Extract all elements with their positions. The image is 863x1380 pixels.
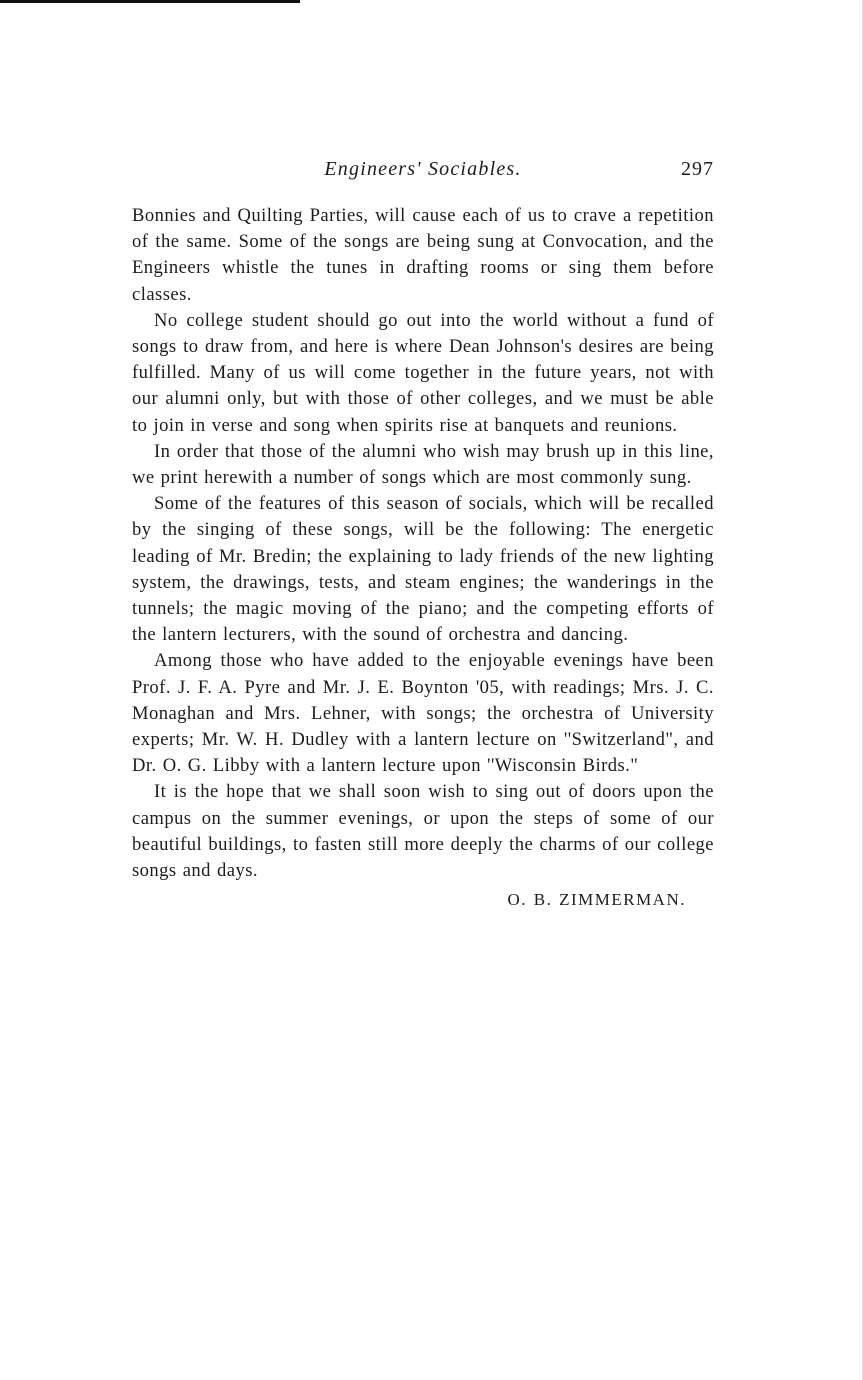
paragraph-6: It is the hope that we shall soon wish to sing out of doors upon the campus on the summer evenings, or upon the steps of some of our beautiful buildings, to fasten still more deeply the charms of our college songs and days.: [132, 781, 714, 882]
paragraph-1: Bonnies and Quilting Parties, will cause each of us to crave a repetition of the same. Some of the songs are being sung at Convocation, and the Engineers whistle the tunes in drafting rooms or sing them before classes.: [132, 205, 714, 305]
page-number: 297: [681, 158, 714, 180]
article-body: [132, 203, 714, 915]
author-signature: O. B. ZIMMERMAN.: [507, 890, 686, 910]
running-title: Engineers' Sociables.: [324, 158, 522, 180]
scan-edge-rule: [0, 0, 300, 3]
paragraph-4: Some of the features of this season of socials, which will be recalled by the singing of these songs, will be the following: The energetic leading of Mr. Bredin; the explaining to lady friends of the new lighting system, the drawings, tests, and steam engines; the wanderings in the tunnels; the magic moving of the piano; and the competing efforts of the lantern lecturers, with the sound of orchestra and dancing.: [132, 493, 714, 646]
paragraph-5: Among those who have added to the enjoyable evenings have been Prof. J. F. A. Pyre and Mr. J. E. Boynton '05, with readings; Mrs. J. C. Monaghan and Mrs. Lehner, with songs; the orchestra of University experts; Mr. W. H. Dudley with a lantern lecture on ''Switzerland", and Dr. O. G. Libby with a lantern lecture upon ''Wisconsin Birds.": [132, 650, 714, 777]
paragraph-2: No college student should go out into the world without a fund of songs to draw from, and here is where Dean Johnson's desires are being fulfilled. Many of us will come together in the future years, not with our alumni only, but with those of other colleges, and we must be able to join in verse and song when spirits rise at banquets and reunions.: [132, 309, 714, 436]
paragraph-3: In order that those of the alumni who wish may brush up in this line, we print herewith a number of songs which are most commonly sung.: [132, 440, 714, 489]
running-head: [132, 158, 714, 188]
